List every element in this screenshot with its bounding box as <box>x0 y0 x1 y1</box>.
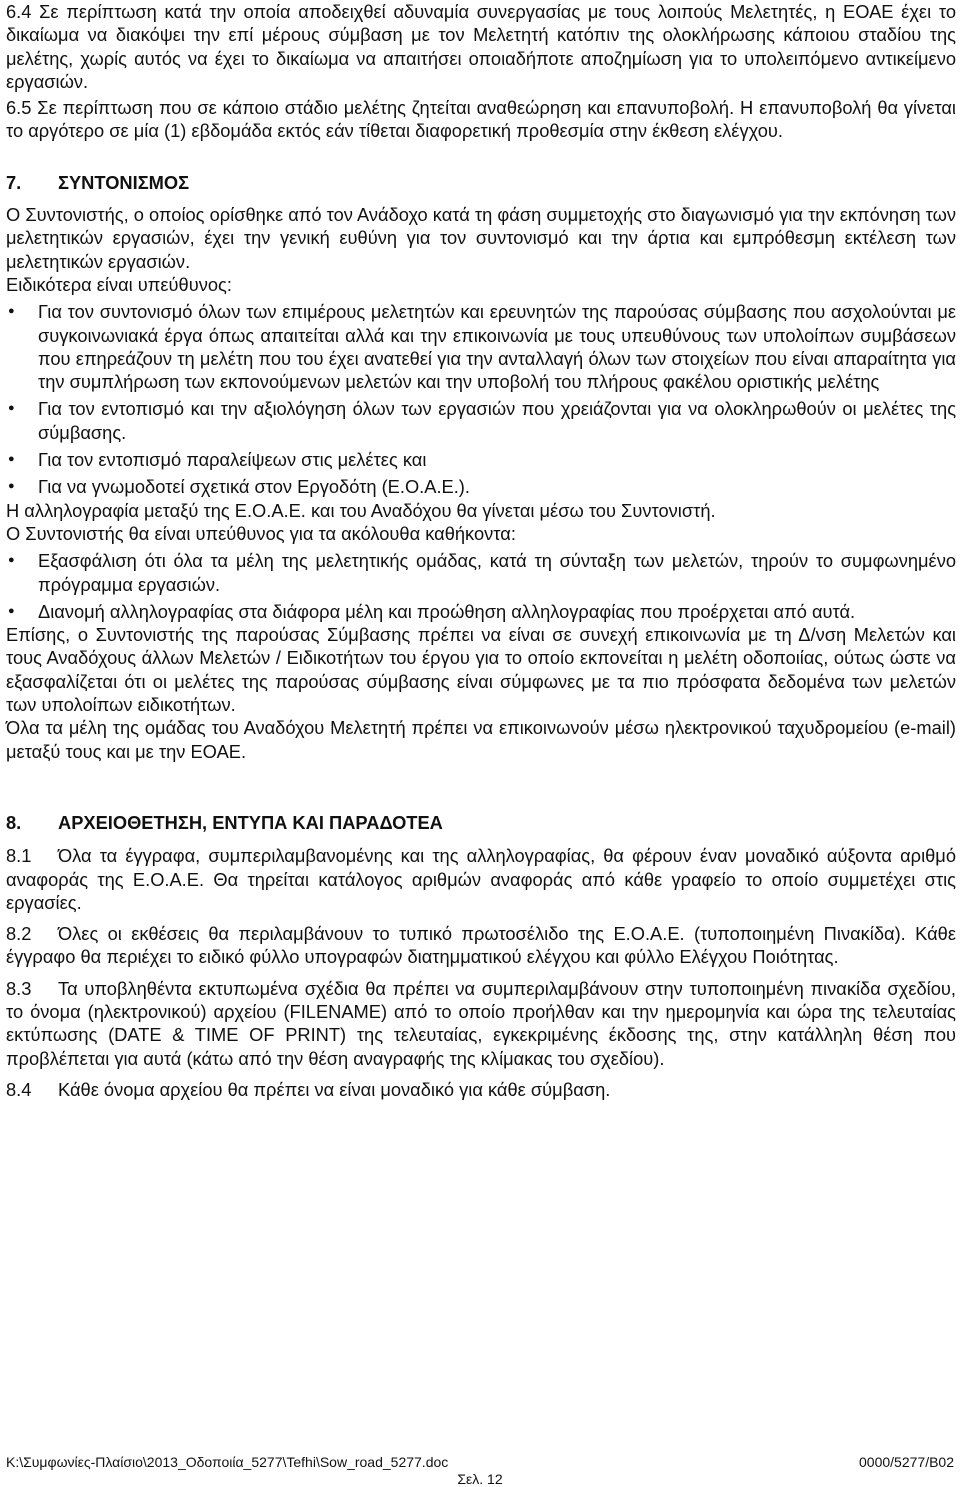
footer-file-path: K:\Συμφωνίες-Πλαίσιο\2013_Οδοποιία_5277\Tefhi\Sow_road_5277.doc <box>6 1454 449 1470</box>
section-7-number: 7. <box>6 171 22 193</box>
section-7-correspondence: Η αλληλογραφία μεταξύ της Ε.Ο.Α.Ε. και του Αναδόχου θα γίνεται μέσω του Συντονιστή. <box>6 499 716 521</box>
section-7-heading <box>6 171 956 194</box>
section-7-closing-2: Όλα τα μέλη της ομάδας του Αναδόχου Μελετητή πρέπει να επικοινωνούν μέσω ηλεκτρονικού ταχυδρομείου (e-mail) μεταξύ τους και με την ΕΟΑΕ. <box>6 717 956 762</box>
section-8-number: 8. <box>6 811 22 833</box>
section-8-item <box>6 977 956 1070</box>
item-number: 8.3 <box>6 977 32 999</box>
section-7-resp-intro: Ειδικότερα είναι υπεύθυνος: <box>6 273 232 295</box>
list-item: ● Για τον εντοπισμό παραλείψεων στις μελέτες και <box>6 448 956 471</box>
document-page <box>6 0 956 1487</box>
section-7-closing-1: Επίσης, ο Συντονιστής της παρούσας Σύμβασης πρέπει να είναι σε συνεχή επικοινωνία με τη Δ/νση Μελετών και τους Αναδόχους άλλων Μελετών / Ειδικοτήτων του έργου για το οποίο εκπονείται η μελέτη οδοποιίας, ούτως ώστε να εξασφαλίζεται ότι οι μελέτες της παρούσας σύμβασης είναι σύμφωνες με τα πιο πρόσφατα δεδομένα των μελετών των υπολοίπων ειδικοτήτων. <box>6 624 956 716</box>
page-footer <box>6 1454 954 1470</box>
section-8-heading <box>6 811 956 834</box>
section-8-item <box>6 922 956 969</box>
item-number: 8.1 <box>6 845 32 867</box>
section-7-title: ΣΥΝΤΟΝΙΣΜΟΣ <box>58 171 190 193</box>
list-item: ● Εξασφάλιση ότι όλα τα μέλη της μελετητικής ομάδας, κατά τη σύνταξη των μελετών, τηρούν το συμφωνημένο πρόγραμμα εργασιών. <box>6 549 956 596</box>
item-text: Όλες οι εκθέσεις θα περιλαμβάνουν το τυπικό πρωτοσέλιδο της Ε.Ο.Α.Ε. (τυποποιημένη Πινακίδα). Κάθε έγγραφο θα περιέχει το ειδικό φύλλο υπογραφών διατημματικού ελέγχου και φύλλο Ελέγχου Ποιότητας. <box>6 923 956 968</box>
list-item: ● Για τον συντονισμό όλων των επιμέρους μελετητών και ερευνητών της παρούσας σύμβασης που ασχολούνται με συγκοινωνιακά έργα όπως απαιτείται αλλά και την επικοινωνία με τους υπευθύνους των υπολοίπων συμβάσεων που επηρεάζουν τη μελέτη που του έχει ανατεθεί για την ανταλλαγή όλων των στοιχείων που είναι απαραίτητα για την συμπλήρωση των εκπονούμενων μελετών και την υποβολή του πλήρους φακέλου οριστικής μελέτης <box>6 300 956 393</box>
item-text: Όλα τα έγγραφα, συμπεριλαμβανομένης και της αλληλογραφίας, θα φέρουν έναν μοναδικό αύξοντα αριθμό αναφοράς της Ε.Ο.Α.Ε. Θα τηρείται κατάλογος αριθμών αναφοράς από κάθε γραφείο το οποίο συμμετέχει στις εργασίες. <box>6 845 956 913</box>
list-item: ● Για να γνωμοδοτεί σχετικά στον Εργοδότη (Ε.Ο.Α.Ε.). <box>6 475 956 498</box>
section-7-duties-intro: Ο Συντονιστής θα είναι υπεύθυνος για τα ακόλουθα καθήκοντα: <box>6 522 516 544</box>
section-8-item <box>6 1078 956 1101</box>
item-text: Κάθε όνομα αρχείου θα πρέπει να είναι μοναδικό για κάθε σύμβαση. <box>58 1078 611 1100</box>
paragraph-6-5: 6.5 Σε περίπτωση που σε κάποιο στάδιο μελέτης ζητείται αναθεώρηση και επανυποβολή. Η επανυποβολή θα γίνεται το αργότερο σε μία (1) εβδομάδα εκτός εάν τίθεται διαφορετική προθεσμία στην έκθεση ελέγχου. <box>6 97 956 142</box>
footer-page-number: Σελ. 12 <box>457 1471 503 1487</box>
list-item: ● Διανομή αλληλογραφίας στα διάφορα μέλη και προώθηση αλληλογραφίας που προέρχεται από αυτά. <box>6 600 956 623</box>
item-number: 8.4 <box>6 1078 32 1100</box>
paragraph-6-4: 6.4 Σε περίπτωση κατά την οποία αποδειχθεί αδυναμία συνεργασίας με τους λοιπούς Μελετητές, η ΕΟΑΕ έχει το δικαίωμα να διακόψει την επί μέρους σύμβαση με τον Μελετητή κατόπιν της ολοκλήρωσης κάποιου σταδίου της μελέτης, χωρίς αυτός να έχει το δικαίωμα να απαιτήσει οποιαδήποτε αποζημίωση για το υπολειπόμενο αντικείμενο εργασιών. <box>6 1 956 92</box>
item-number: 8.2 <box>6 923 32 945</box>
section-8-title: ΑΡΧΕΙΟΘΕΤΗΣΗ, ΕΝΤΥΠΑ ΚΑΙ ΠΑΡΑΔΟΤΕΑ <box>58 811 443 833</box>
section-8-item <box>6 844 956 914</box>
item-text: Τα υποβληθέντα εκτυπωμένα σχέδια θα πρέπει να συμπεριλαμβάνουν στην τυποποιημένη πινακίδα σχεδίου, το όνομα (ηλεκτρονικού) αρχείου (FILENAME) από το οποίο προήλθαν και την ημερομηνία και ώρα της τελευταίας εκτύπωσης (DATE & TIME OF PRINT) της τελευταίας, εγκεκριμένης έκδοσης της, στην κατάλληλη θέση που προβλέπεται για αυτά (κάτω από την θέση αναγραφής της κλίμακας του σχεδίου). <box>6 977 956 1069</box>
list-item: ● Για τον εντοπισμό και την αξιολόγηση όλων των εργασιών που χρειάζονται για να ολοκληρωθούν οι μελέτες της σύμβασης. <box>6 397 956 444</box>
footer-document-code: 0000/5277/B02 <box>859 1454 954 1470</box>
section-7-intro: Ο Συντονιστής, ο οποίος ορίσθηκε από τον Ανάδοχο κατά τη φάση συμμετοχής στο διαγωνισμό για την εκπόνηση των μελετητικών εργασιών, έχει την γενική ευθύνη για τον συντονισμό και την άρτια και εμπρόθεσμη εκτέλεση των μελετητικών εργασιών. <box>6 204 956 272</box>
